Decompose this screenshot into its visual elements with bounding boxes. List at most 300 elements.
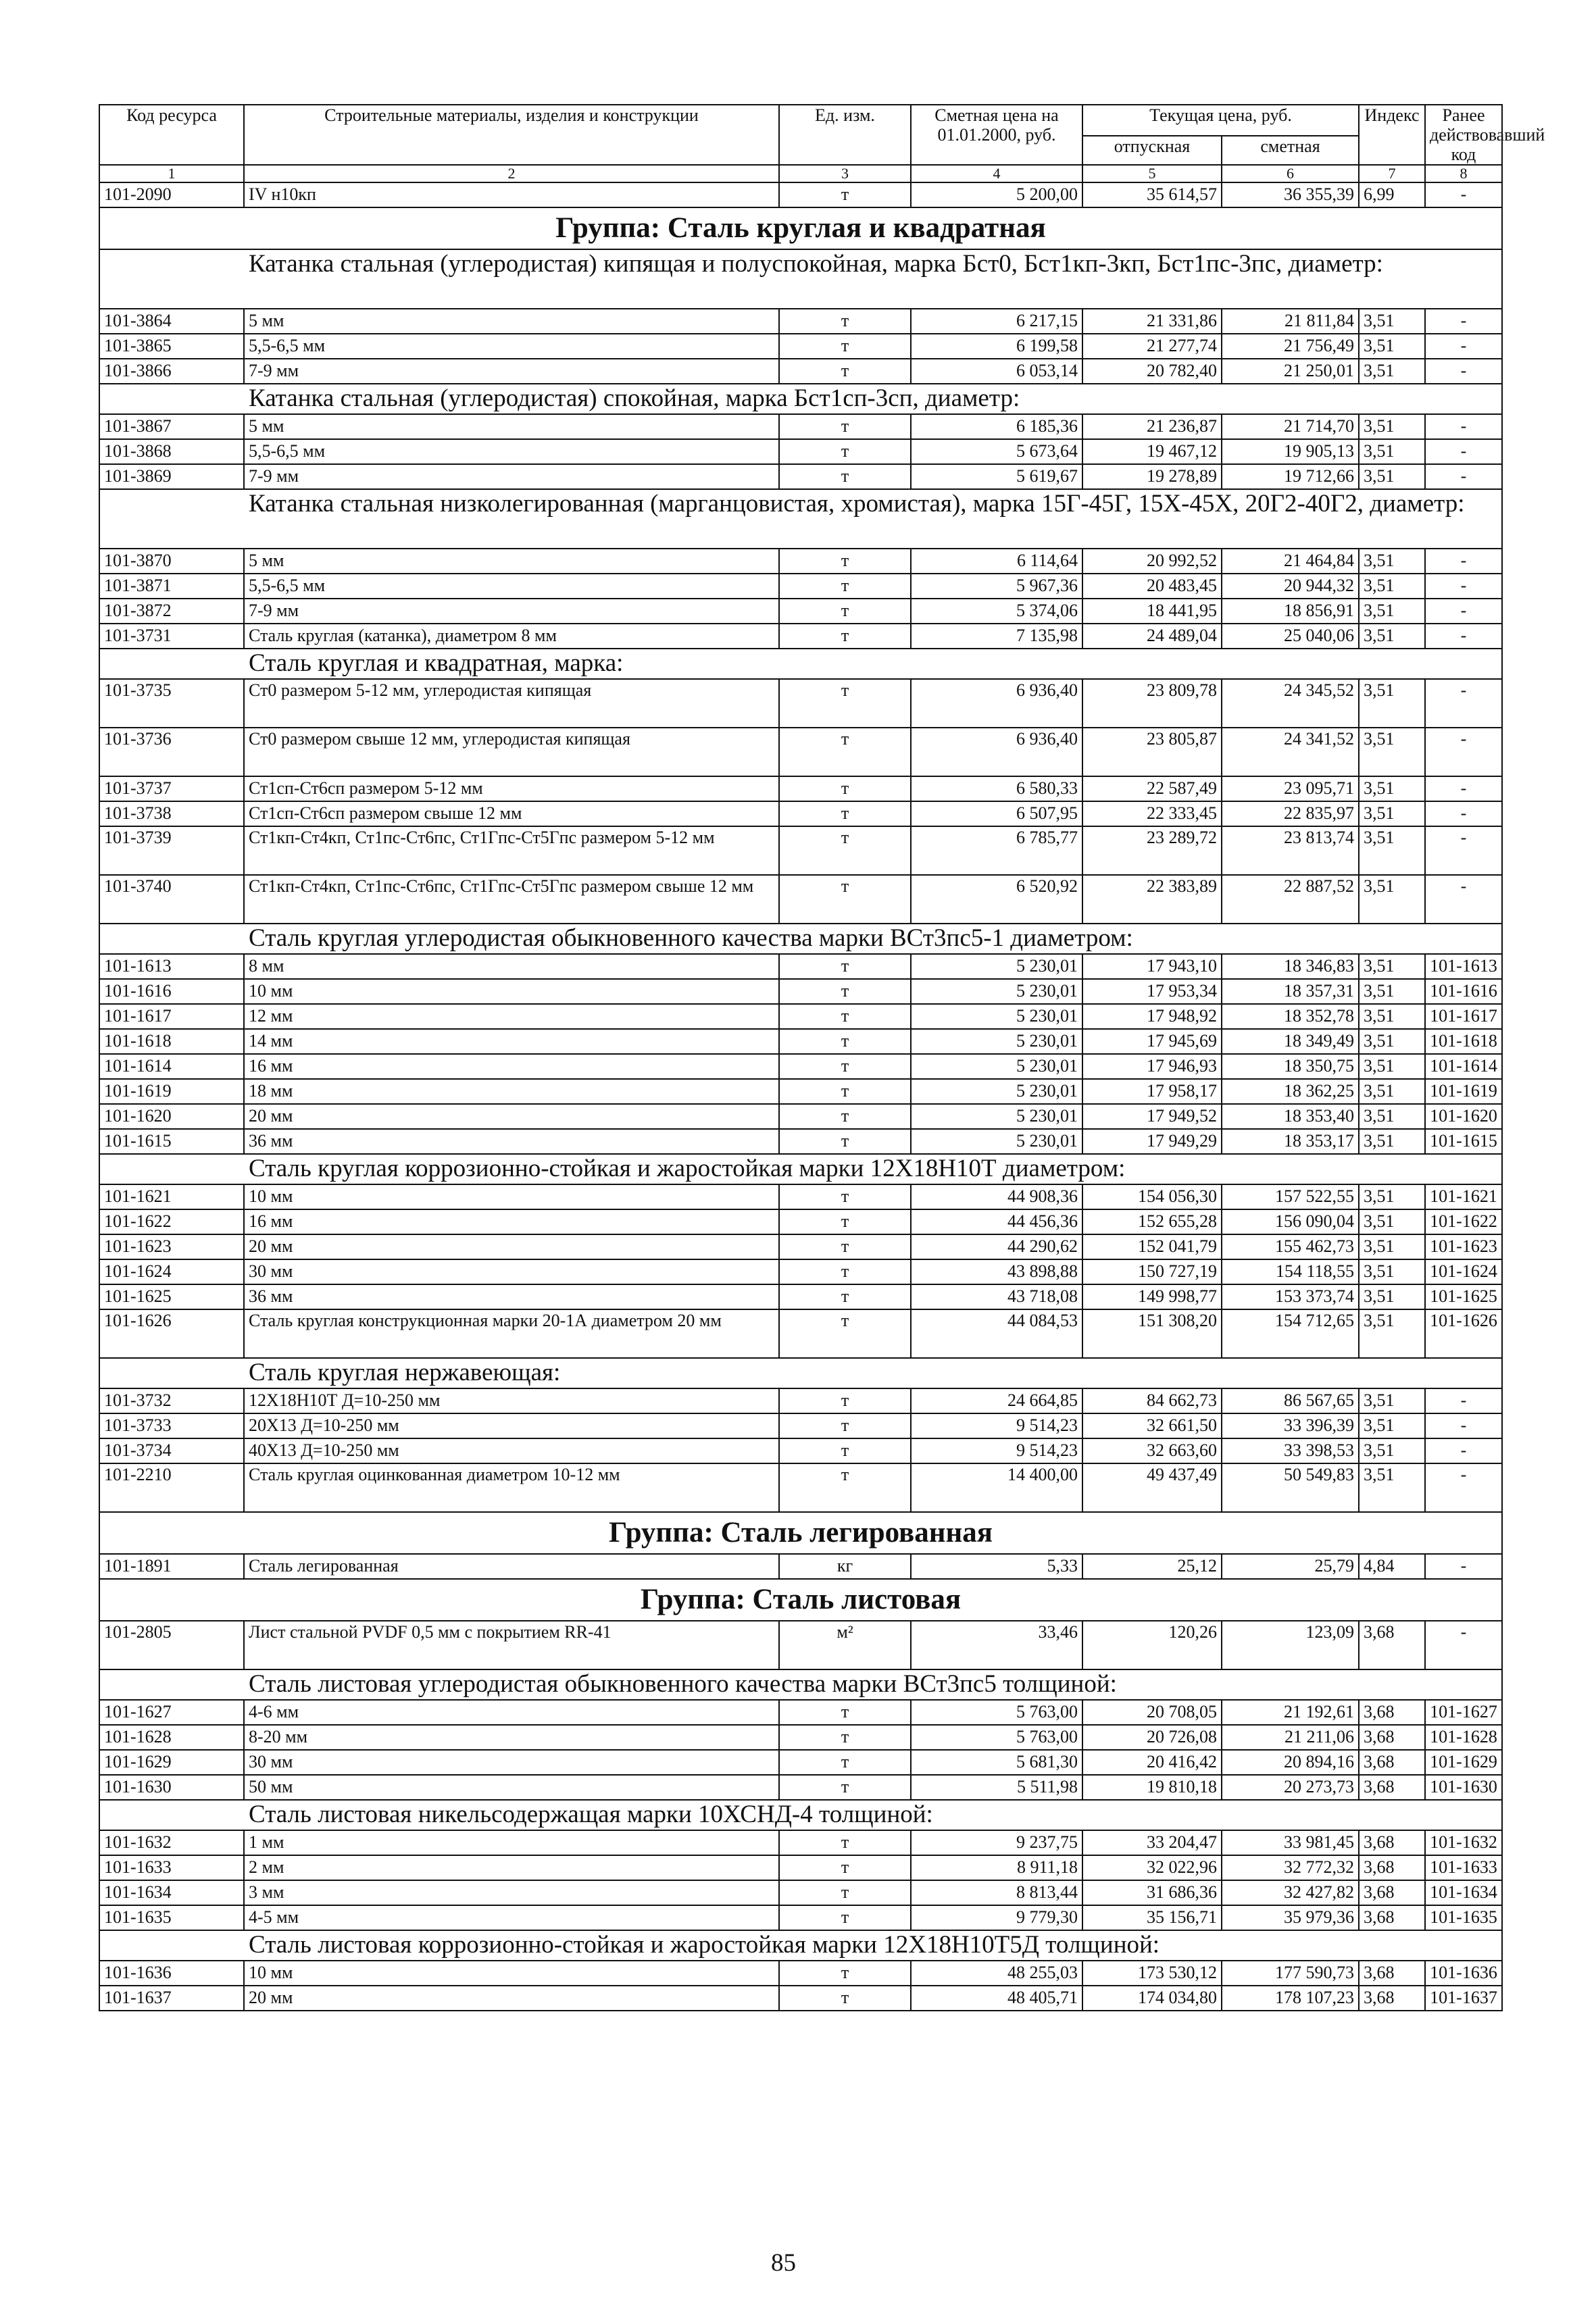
material-name-cell: 36 мм	[244, 1284, 779, 1309]
material-name-cell: 7-9 мм	[244, 359, 779, 384]
base-price-cell: 8 911,18	[911, 1855, 1082, 1880]
previous-code-cell: 101-1634	[1425, 1880, 1502, 1905]
base-price-cell: 6 114,64	[911, 549, 1082, 574]
resource-code-cell: 101-2090	[99, 182, 244, 207]
previous-code-cell: 101-1617	[1425, 1004, 1502, 1029]
header-release-price: отпускная	[1082, 136, 1222, 165]
previous-code-cell: -	[1425, 826, 1502, 875]
release-price-cell: 154 056,30	[1082, 1184, 1222, 1209]
unit-cell: т	[779, 1986, 911, 2011]
price-index-cell: 3,68	[1359, 1725, 1425, 1750]
base-price-cell: 5 230,01	[911, 954, 1082, 979]
previous-code-cell: 101-1633	[1425, 1855, 1502, 1880]
resource-code-cell: 101-3870	[99, 549, 244, 574]
material-name-cell: Лист стальной PVDF 0,5 мм с покрытием RR-41	[244, 1621, 779, 1669]
base-price-cell: 5 230,01	[911, 1129, 1082, 1154]
material-name-cell: 30 мм	[244, 1259, 779, 1284]
previous-code-cell: 101-1627	[1425, 1700, 1502, 1725]
estimate-price-cell: 20 894,16	[1222, 1750, 1359, 1775]
table-row	[99, 679, 1502, 728]
price-index-cell: 3,51	[1359, 334, 1425, 359]
estimate-price-cell: 18 353,17	[1222, 1129, 1359, 1154]
release-price-cell: 17 943,10	[1082, 954, 1222, 979]
base-price-cell: 6 520,92	[911, 875, 1082, 924]
subgroup-heading-row	[99, 1930, 1502, 1961]
previous-code-cell: -	[1425, 801, 1502, 826]
resource-code-cell: 101-3867	[99, 414, 244, 439]
material-name-cell: 5,5-6,5 мм	[244, 574, 779, 599]
resource-code-cell: 101-3865	[99, 334, 244, 359]
price-index-cell: 3,51	[1359, 359, 1425, 384]
resource-code-cell: 101-2210	[99, 1463, 244, 1512]
previous-code-cell: -	[1425, 464, 1502, 489]
release-price-cell: 20 708,05	[1082, 1700, 1222, 1725]
release-price-cell: 20 726,08	[1082, 1725, 1222, 1750]
table-row	[99, 549, 1502, 574]
release-price-cell: 149 998,77	[1082, 1284, 1222, 1309]
previous-code-cell: 101-1616	[1425, 979, 1502, 1004]
unit-cell: т	[779, 679, 911, 728]
release-price-cell: 151 308,20	[1082, 1309, 1222, 1358]
base-price-cell: 5 673,64	[911, 439, 1082, 464]
release-price-cell: 33 204,47	[1082, 1830, 1222, 1855]
material-name-cell: 8 мм	[244, 954, 779, 979]
release-price-cell: 22 333,45	[1082, 801, 1222, 826]
resource-code-cell: 101-3738	[99, 801, 244, 826]
release-price-cell: 20 992,52	[1082, 549, 1222, 574]
material-name-cell: 16 мм	[244, 1209, 779, 1234]
resource-code-cell: 101-3871	[99, 574, 244, 599]
release-price-cell: 120,26	[1082, 1621, 1222, 1669]
previous-code-cell: 101-1628	[1425, 1725, 1502, 1750]
price-index-cell: 3,51	[1359, 1259, 1425, 1284]
table-row	[99, 1234, 1502, 1259]
resource-code-cell: 101-3866	[99, 359, 244, 384]
previous-code-cell: 101-1636	[1425, 1961, 1502, 1986]
unit-cell: т	[779, 1234, 911, 1259]
previous-code-cell: -	[1425, 1438, 1502, 1463]
price-index-cell: 3,68	[1359, 1986, 1425, 2011]
subgroup-heading-row	[99, 489, 1502, 549]
previous-code-cell: -	[1425, 1388, 1502, 1413]
column-number: 1	[99, 165, 244, 182]
price-index-cell: 3,68	[1359, 1905, 1425, 1930]
price-index-cell: 3,68	[1359, 1880, 1425, 1905]
resource-code-cell: 101-1628	[99, 1725, 244, 1750]
table-row	[99, 1986, 1502, 2011]
unit-cell: т	[779, 1413, 911, 1438]
unit-cell: т	[779, 1700, 911, 1725]
material-name-cell: 12Х18Н10Т Д=10-250 мм	[244, 1388, 779, 1413]
table-row	[99, 624, 1502, 649]
material-name-cell: 10 мм	[244, 1184, 779, 1209]
release-price-cell: 22 383,89	[1082, 875, 1222, 924]
previous-code-cell: 101-1626	[1425, 1309, 1502, 1358]
estimate-price-cell: 32 427,82	[1222, 1880, 1359, 1905]
header-index: Индекс	[1359, 105, 1425, 165]
resource-code-cell: 101-1637	[99, 1986, 244, 2011]
resource-code-cell: 101-3737	[99, 776, 244, 801]
price-index-cell: 3,51	[1359, 309, 1425, 334]
estimate-price-cell: 24 345,52	[1222, 679, 1359, 728]
release-price-cell: 20 416,42	[1082, 1750, 1222, 1775]
table-row	[99, 574, 1502, 599]
price-index-cell: 3,51	[1359, 1234, 1425, 1259]
subgroup-heading: Сталь круглая и квадратная, марка:	[99, 649, 1502, 679]
release-price-cell: 84 662,73	[1082, 1388, 1222, 1413]
estimate-price-cell: 153 373,74	[1222, 1284, 1359, 1309]
group-heading: Группа: Сталь круглая и квадратная	[99, 207, 1502, 249]
unit-cell: т	[779, 359, 911, 384]
unit-cell: т	[779, 1463, 911, 1512]
previous-code-cell: -	[1425, 549, 1502, 574]
table-row	[99, 1388, 1502, 1413]
resource-code-cell: 101-1633	[99, 1855, 244, 1880]
unit-cell: т	[779, 1880, 911, 1905]
base-price-cell: 6 185,36	[911, 414, 1082, 439]
previous-code-cell: 101-1629	[1425, 1750, 1502, 1775]
base-price-cell: 7 135,98	[911, 624, 1082, 649]
resource-code-cell: 101-1634	[99, 1880, 244, 1905]
base-price-cell: 5 374,06	[911, 599, 1082, 624]
subgroup-heading-row	[99, 924, 1502, 954]
previous-code-cell: -	[1425, 182, 1502, 207]
base-price-cell: 5 763,00	[911, 1700, 1082, 1725]
release-price-cell: 17 953,34	[1082, 979, 1222, 1004]
column-number: 4	[911, 165, 1082, 182]
base-price-cell: 48 405,71	[911, 1986, 1082, 2011]
estimate-price-cell: 21 714,70	[1222, 414, 1359, 439]
table-row	[99, 599, 1502, 624]
release-price-cell: 21 331,86	[1082, 309, 1222, 334]
subgroup-heading: Катанка стальная (углеродистая) кипящая и полуспокойная, марка Бст0, Бст1кп-3кп, Бст1пс-3пс, диаметр:	[99, 249, 1502, 309]
release-price-cell: 22 587,49	[1082, 776, 1222, 801]
document-page	[99, 104, 1545, 2011]
table-row	[99, 1054, 1502, 1079]
base-price-cell: 48 255,03	[911, 1961, 1082, 1986]
subgroup-heading: Сталь листовая углеродистая обыкновенного качества марки ВСт3пс5 толщиной:	[99, 1669, 1502, 1700]
base-price-cell: 5 967,36	[911, 574, 1082, 599]
table-row	[99, 1905, 1502, 1930]
base-price-cell: 5 230,01	[911, 1029, 1082, 1054]
price-index-cell: 3,51	[1359, 1004, 1425, 1029]
price-index-cell: 3,51	[1359, 1309, 1425, 1358]
base-price-cell: 6 936,40	[911, 728, 1082, 776]
unit-cell: т	[779, 334, 911, 359]
price-index-cell: 3,51	[1359, 776, 1425, 801]
material-name-cell: Сталь легированная	[244, 1554, 779, 1579]
release-price-cell: 150 727,19	[1082, 1259, 1222, 1284]
estimate-price-cell: 18 346,83	[1222, 954, 1359, 979]
unit-cell: т	[779, 1054, 911, 1079]
unit-cell: т	[779, 979, 911, 1004]
estimate-price-cell: 21 464,84	[1222, 549, 1359, 574]
previous-code-cell: -	[1425, 414, 1502, 439]
base-price-cell: 5 200,00	[911, 182, 1082, 207]
estimate-price-cell: 33 398,53	[1222, 1438, 1359, 1463]
material-name-cell: Ст0 размером свыше 12 мм, углеродистая кипящая	[244, 728, 779, 776]
previous-code-cell: -	[1425, 1621, 1502, 1669]
release-price-cell: 173 530,12	[1082, 1961, 1222, 1986]
resource-code-cell: 101-1618	[99, 1029, 244, 1054]
unit-cell: т	[779, 1961, 911, 1986]
release-price-cell: 23 809,78	[1082, 679, 1222, 728]
subgroup-heading: Сталь круглая углеродистая обыкновенного качества марки ВСт3пс5-1 диаметром:	[99, 924, 1502, 954]
material-name-cell: 50 мм	[244, 1775, 779, 1800]
material-name-cell: 10 мм	[244, 979, 779, 1004]
price-index-cell: 3,51	[1359, 574, 1425, 599]
estimate-price-cell: 22 835,97	[1222, 801, 1359, 826]
header-estimate-price: сметная	[1222, 136, 1359, 165]
estimate-price-cell: 18 352,78	[1222, 1004, 1359, 1029]
previous-code-cell: -	[1425, 1413, 1502, 1438]
price-index-cell: 3,68	[1359, 1855, 1425, 1880]
material-name-cell: 4-5 мм	[244, 1905, 779, 1930]
table-row	[99, 1880, 1502, 1905]
base-price-cell: 44 084,53	[911, 1309, 1082, 1358]
estimate-price-cell: 24 341,52	[1222, 728, 1359, 776]
base-price-cell: 5 230,01	[911, 1004, 1082, 1029]
column-number: 3	[779, 165, 911, 182]
material-name-cell: 8-20 мм	[244, 1725, 779, 1750]
unit-cell: т	[779, 728, 911, 776]
base-price-cell: 5 681,30	[911, 1750, 1082, 1775]
estimate-price-cell: 18 349,49	[1222, 1029, 1359, 1054]
estimate-price-cell: 18 350,75	[1222, 1054, 1359, 1079]
subgroup-heading-row	[99, 384, 1502, 414]
previous-code-cell: -	[1425, 624, 1502, 649]
release-price-cell: 152 041,79	[1082, 1234, 1222, 1259]
group-heading-row	[99, 1512, 1502, 1554]
release-price-cell: 35 156,71	[1082, 1905, 1222, 1930]
material-name-cell: 20 мм	[244, 1986, 779, 2011]
material-name-cell: 1 мм	[244, 1830, 779, 1855]
estimate-price-cell: 50 549,83	[1222, 1463, 1359, 1512]
base-price-cell: 9 237,75	[911, 1830, 1082, 1855]
price-index-cell: 6,99	[1359, 182, 1425, 207]
unit-cell: т	[779, 1309, 911, 1358]
price-index-cell: 3,51	[1359, 1209, 1425, 1234]
release-price-cell: 21 277,74	[1082, 334, 1222, 359]
release-price-cell: 18 441,95	[1082, 599, 1222, 624]
previous-code-cell: -	[1425, 439, 1502, 464]
header-unit: Ед. изм.	[779, 105, 911, 165]
unit-cell: т	[779, 1438, 911, 1463]
unit-cell: т	[779, 1830, 911, 1855]
material-name-cell: 4-6 мм	[244, 1700, 779, 1725]
estimate-price-cell: 177 590,73	[1222, 1961, 1359, 1986]
material-name-cell: 7-9 мм	[244, 464, 779, 489]
unit-cell: т	[779, 1079, 911, 1104]
table-header	[99, 105, 1545, 182]
estimate-price-cell: 18 353,40	[1222, 1104, 1359, 1129]
previous-code-cell: -	[1425, 574, 1502, 599]
base-price-cell: 6 217,15	[911, 309, 1082, 334]
table-row	[99, 1104, 1502, 1129]
price-index-cell: 3,51	[1359, 679, 1425, 728]
price-index-cell: 3,51	[1359, 801, 1425, 826]
base-price-cell: 9 514,23	[911, 1413, 1082, 1438]
price-index-cell: 3,51	[1359, 1184, 1425, 1209]
estimate-price-cell: 21 811,84	[1222, 309, 1359, 334]
price-index-cell: 3,51	[1359, 1438, 1425, 1463]
header-current-price: Текущая цена, руб.	[1082, 105, 1359, 136]
table-row	[99, 1129, 1502, 1154]
material-name-cell: 3 мм	[244, 1880, 779, 1905]
resource-code-cell: 101-1630	[99, 1775, 244, 1800]
resource-code-cell: 101-1621	[99, 1184, 244, 1209]
unit-cell: т	[779, 464, 911, 489]
material-name-cell: 14 мм	[244, 1029, 779, 1054]
previous-code-cell: 101-1621	[1425, 1184, 1502, 1209]
material-name-cell: 2 мм	[244, 1855, 779, 1880]
page-number: 85	[771, 2249, 796, 2277]
unit-cell: м²	[779, 1621, 911, 1669]
release-price-cell: 152 655,28	[1082, 1209, 1222, 1234]
resource-code-cell: 101-3868	[99, 439, 244, 464]
material-name-cell: 20Х13 Д=10-250 мм	[244, 1413, 779, 1438]
previous-code-cell: -	[1425, 309, 1502, 334]
release-price-cell: 17 949,29	[1082, 1129, 1222, 1154]
estimate-price-cell: 21 211,06	[1222, 1725, 1359, 1750]
unit-cell: т	[779, 1750, 911, 1775]
material-name-cell: 10 мм	[244, 1961, 779, 1986]
previous-code-cell: 101-1622	[1425, 1209, 1502, 1234]
previous-code-cell: -	[1425, 875, 1502, 924]
estimate-price-cell: 18 357,31	[1222, 979, 1359, 1004]
release-price-cell: 49 437,49	[1082, 1463, 1222, 1512]
release-price-cell: 20 483,45	[1082, 574, 1222, 599]
table-row	[99, 776, 1502, 801]
estimate-price-cell: 21 756,49	[1222, 334, 1359, 359]
release-price-cell: 32 663,60	[1082, 1438, 1222, 1463]
material-name-cell: Ст0 размером 5-12 мм, углеродистая кипящая	[244, 679, 779, 728]
price-index-cell: 3,51	[1359, 1463, 1425, 1512]
price-index-cell: 3,51	[1359, 1284, 1425, 1309]
release-price-cell: 20 782,40	[1082, 359, 1222, 384]
resource-code-cell: 101-1632	[99, 1830, 244, 1855]
table-row	[99, 439, 1502, 464]
release-price-cell: 17 949,52	[1082, 1104, 1222, 1129]
estimate-price-cell: 21 192,61	[1222, 1700, 1359, 1725]
price-index-cell: 3,51	[1359, 1054, 1425, 1079]
unit-cell: т	[779, 1905, 911, 1930]
material-name-cell: 7-9 мм	[244, 599, 779, 624]
release-price-cell: 17 958,17	[1082, 1079, 1222, 1104]
resource-code-cell: 101-1625	[99, 1284, 244, 1309]
resource-code-cell: 101-3739	[99, 826, 244, 875]
previous-code-cell: 101-1615	[1425, 1129, 1502, 1154]
material-name-cell: 20 мм	[244, 1234, 779, 1259]
base-price-cell: 43 898,88	[911, 1259, 1082, 1284]
price-index-cell: 3,68	[1359, 1961, 1425, 1986]
price-index-cell: 3,51	[1359, 979, 1425, 1004]
column-number: 7	[1359, 165, 1425, 182]
material-name-cell: Ст1сп-Ст6сп размером свыше 12 мм	[244, 801, 779, 826]
estimate-price-cell: 86 567,65	[1222, 1388, 1359, 1413]
unit-cell: т	[779, 1004, 911, 1029]
price-index-cell: 3,51	[1359, 599, 1425, 624]
material-name-cell: IV н10кп	[244, 182, 779, 207]
resource-code-cell: 101-1626	[99, 1309, 244, 1358]
table-row	[99, 1209, 1502, 1234]
column-number: 8	[1425, 165, 1502, 182]
estimate-price-cell: 19 712,66	[1222, 464, 1359, 489]
subgroup-heading: Катанка стальная низколегированная (марганцовистая, хромистая), марка 15Г-45Г, 15Х-45Х, 20Г2-40Г2, диаметр:	[99, 489, 1502, 549]
subgroup-heading-row	[99, 1154, 1502, 1184]
table-row	[99, 1184, 1502, 1209]
table-row	[99, 334, 1502, 359]
material-name-cell: Сталь круглая конструкционная марки 20-1А диаметром 20 мм	[244, 1309, 779, 1358]
unit-cell: т	[779, 1259, 911, 1284]
subgroup-heading-row	[99, 649, 1502, 679]
resource-code-cell: 101-1635	[99, 1905, 244, 1930]
base-price-cell: 5 763,00	[911, 1725, 1082, 1750]
resource-code-cell: 101-1629	[99, 1750, 244, 1775]
base-price-cell: 43 718,08	[911, 1284, 1082, 1309]
material-name-cell: 36 мм	[244, 1129, 779, 1154]
group-heading: Группа: Сталь листовая	[99, 1579, 1502, 1621]
resource-code-cell: 101-3869	[99, 464, 244, 489]
column-number: 2	[244, 165, 779, 182]
table-row	[99, 1284, 1502, 1309]
header-base-price: Сметная цена на 01.01.2000, руб.	[911, 105, 1082, 165]
release-price-cell: 19 810,18	[1082, 1775, 1222, 1800]
resource-code-cell: 101-1620	[99, 1104, 244, 1129]
resource-code-cell: 101-1624	[99, 1259, 244, 1284]
base-price-cell: 8 813,44	[911, 1880, 1082, 1905]
subgroup-heading: Сталь листовая никельсодержащая марки 10ХСНД-4 толщиной:	[99, 1800, 1502, 1830]
table-row	[99, 1775, 1502, 1800]
base-price-cell: 6 785,77	[911, 826, 1082, 875]
unit-cell: т	[779, 1388, 911, 1413]
estimate-price-cell: 20 273,73	[1222, 1775, 1359, 1800]
table-row	[99, 1961, 1502, 1986]
previous-code-cell: -	[1425, 679, 1502, 728]
previous-code-cell: 101-1632	[1425, 1830, 1502, 1855]
base-price-cell: 14 400,00	[911, 1463, 1082, 1512]
column-number: 6	[1222, 165, 1359, 182]
release-price-cell: 19 467,12	[1082, 439, 1222, 464]
table-row	[99, 1725, 1502, 1750]
release-price-cell: 32 661,50	[1082, 1413, 1222, 1438]
table-row	[99, 309, 1502, 334]
table-row	[99, 1750, 1502, 1775]
group-heading: Группа: Сталь легированная	[99, 1512, 1502, 1554]
base-price-cell: 9 514,23	[911, 1438, 1082, 1463]
resource-code-cell: 101-1614	[99, 1054, 244, 1079]
estimate-price-cell: 33 396,39	[1222, 1413, 1359, 1438]
unit-cell: т	[779, 309, 911, 334]
estimate-price-cell: 22 887,52	[1222, 875, 1359, 924]
base-price-cell: 5 511,98	[911, 1775, 1082, 1800]
material-name-cell: 20 мм	[244, 1104, 779, 1129]
estimate-price-cell: 21 250,01	[1222, 359, 1359, 384]
material-name-cell: 30 мм	[244, 1750, 779, 1775]
subgroup-heading-row	[99, 249, 1502, 309]
unit-cell: т	[779, 1725, 911, 1750]
previous-code-cell: -	[1425, 1463, 1502, 1512]
price-index-cell: 3,68	[1359, 1700, 1425, 1725]
previous-code-cell: -	[1425, 359, 1502, 384]
estimate-price-cell: 156 090,04	[1222, 1209, 1359, 1234]
unit-cell: т	[779, 1284, 911, 1309]
unit-cell: т	[779, 1029, 911, 1054]
price-index-cell: 3,51	[1359, 414, 1425, 439]
base-price-cell: 6 936,40	[911, 679, 1082, 728]
table-body	[99, 182, 1502, 2011]
base-price-cell: 6 053,14	[911, 359, 1082, 384]
